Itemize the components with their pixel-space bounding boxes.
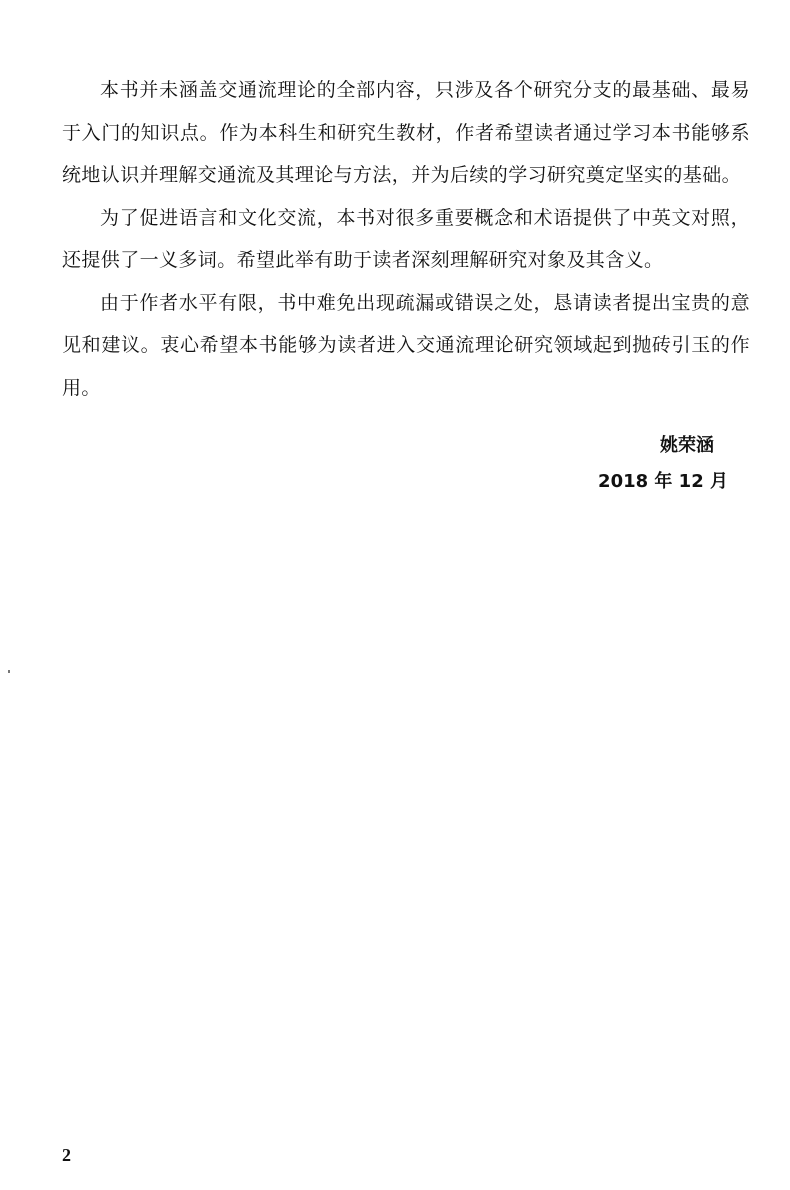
- signature-date: 2018 年 12 月: [598, 471, 728, 492]
- preface-body: [62, 69, 750, 409]
- scan-speck: [8, 670, 10, 673]
- author-name: 姚荣涵: [660, 435, 714, 456]
- paragraph-bilingual-terms: 为了促进语言和文化交流，本书对很多重要概念和术语提供了中英文对照，还提供了一义多词。希望此举有助于读者深刻理解研究对象及其含义。: [62, 206, 750, 271]
- signature-block: [598, 428, 728, 500]
- page-number: 2: [62, 1145, 71, 1165]
- paragraph-acknowledgement: 由于作者水平有限，书中难免出现疏漏或错误之处，恳请读者提出宝贵的意见和建议。衷心希望本书能够为读者进入交通流理论研究领域起到抛砖引玉的作用。: [62, 291, 750, 399]
- paragraph-scope: 本书并未涵盖交通流理论的全部内容，只涉及各个研究分支的最基础、最易于入门的知识点。作为本科生和研究生教材，作者希望读者通过学习本书能够系统地认识并理解交通流及其理论与方法，并为后续的学习研究奠定坚实的基础。: [62, 79, 750, 186]
